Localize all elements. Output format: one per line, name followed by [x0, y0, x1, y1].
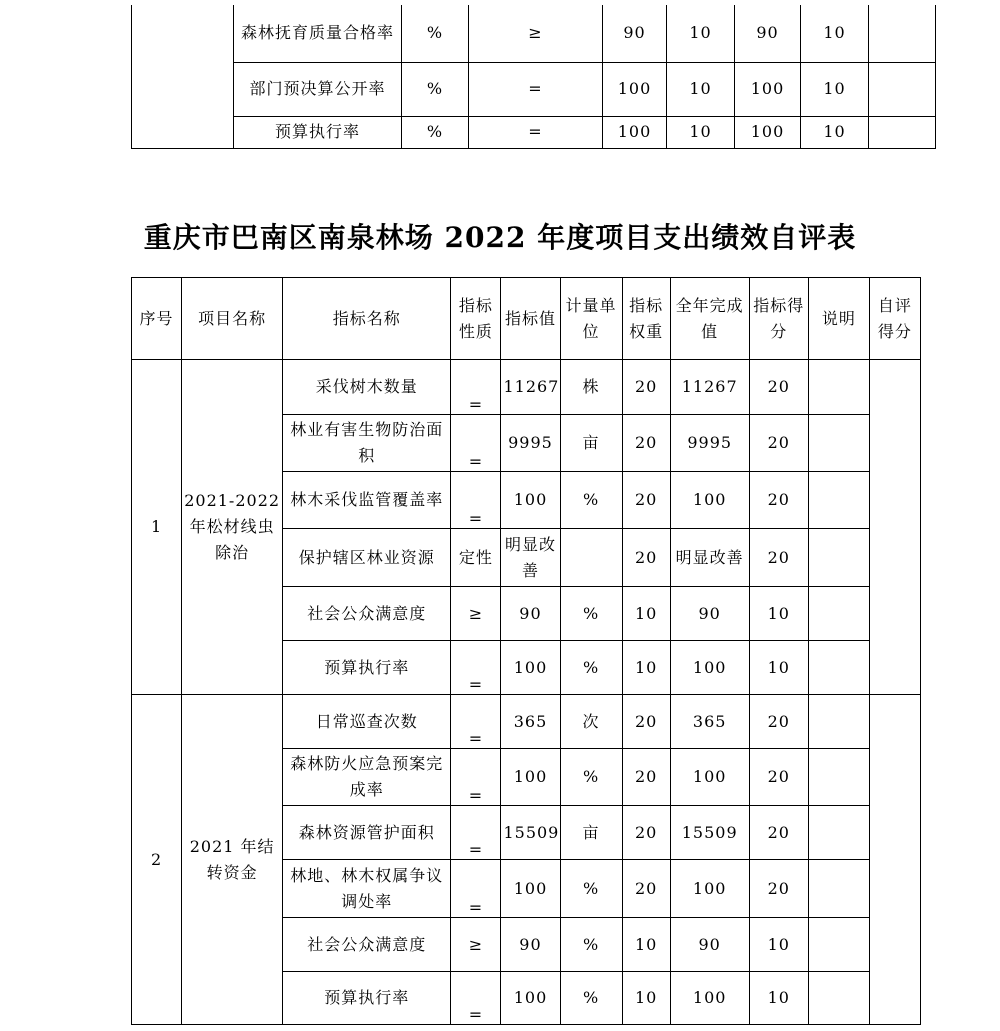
weight-cell: 20 — [622, 529, 670, 587]
unit-cell: % — [560, 472, 622, 529]
actual-cell: 100 — [670, 641, 749, 695]
score-cell: 20 — [749, 415, 808, 472]
value-cell: 100 — [501, 972, 560, 1025]
table-row — [132, 62, 936, 116]
indicator-name: 部门预决算公开率 — [234, 62, 402, 116]
note-cell — [869, 62, 936, 116]
score-cell: 10 — [801, 116, 869, 148]
project-name: 2021 年结转资金 — [182, 695, 283, 1025]
score-cell: 20 — [749, 360, 808, 415]
score-cell: 10 — [749, 918, 808, 972]
header-unit: 计量单位 — [560, 278, 622, 360]
unit-cell: 次 — [560, 695, 622, 749]
value-cell: 100 — [501, 749, 560, 806]
nature-cell: = — [451, 641, 501, 695]
score-cell: 10 — [801, 5, 869, 62]
note-cell — [808, 695, 869, 749]
value-cell: 100 — [501, 641, 560, 695]
note-cell — [808, 472, 869, 529]
unit-cell: % — [402, 5, 469, 62]
score-cell: 20 — [749, 695, 808, 749]
unit-cell: 亩 — [560, 415, 622, 472]
page-title: 重庆市巴南区南泉林场 2022 年度项目支出绩效自评表 — [143, 221, 857, 254]
score-cell: 10 — [749, 972, 808, 1025]
value-cell: 100 — [501, 860, 560, 918]
actual-cell: 9995 — [670, 415, 749, 472]
unit-cell: % — [402, 62, 469, 116]
note-cell — [869, 5, 936, 62]
weight-cell: 20 — [622, 860, 670, 918]
target-cell: 100 — [603, 62, 667, 116]
operator-cell: = — [469, 62, 603, 116]
header-project: 项目名称 — [182, 278, 283, 360]
score-cell: 10 — [801, 62, 869, 116]
note-cell — [808, 529, 869, 587]
weight-cell: 20 — [622, 749, 670, 806]
score-cell: 20 — [749, 806, 808, 860]
table-row — [132, 360, 921, 415]
actual-cell: 100 — [735, 116, 801, 148]
actual-cell: 90 — [670, 918, 749, 972]
header-indicator: 指标名称 — [283, 278, 451, 360]
score-cell: 20 — [749, 749, 808, 806]
header-note: 说明 — [808, 278, 869, 360]
weight-cell: 10 — [667, 5, 735, 62]
weight-cell: 10 — [667, 62, 735, 116]
indicator-name: 预算执行率 — [234, 116, 402, 148]
weight-cell: 10 — [622, 641, 670, 695]
note-cell — [808, 972, 869, 1025]
header-self-score: 自评得分 — [869, 278, 920, 360]
value-cell: 15509 — [501, 806, 560, 860]
unit-cell: % — [560, 972, 622, 1025]
score-cell: 10 — [749, 587, 808, 641]
target-cell: 90 — [603, 5, 667, 62]
unit-cell: 亩 — [560, 806, 622, 860]
table-row — [132, 116, 936, 148]
header-seq: 序号 — [132, 278, 182, 360]
seq-cell: 1 — [132, 360, 182, 695]
value-cell: 90 — [501, 918, 560, 972]
actual-cell: 100 — [735, 62, 801, 116]
indicator-name: 社会公众满意度 — [283, 918, 451, 972]
indicator-name: 森林资源管护面积 — [283, 806, 451, 860]
unit-cell: 株 — [560, 360, 622, 415]
nature-cell: ≥ — [451, 587, 501, 641]
seq-cell: 2 — [132, 695, 182, 1025]
weight-cell: 20 — [622, 415, 670, 472]
note-cell — [808, 749, 869, 806]
indicator-name: 保护辖区林业资源 — [283, 529, 451, 587]
weight-cell: 20 — [622, 695, 670, 749]
self-score-cell — [869, 360, 920, 695]
header-score: 指标得分 — [749, 278, 808, 360]
nature-cell: = — [451, 695, 501, 749]
score-cell: 10 — [749, 641, 808, 695]
operator-cell: = — [469, 116, 603, 148]
score-cell: 20 — [749, 860, 808, 918]
indicator-name: 森林抚育质量合格率 — [234, 5, 402, 62]
note-cell — [808, 641, 869, 695]
note-cell — [808, 415, 869, 472]
header-actual: 全年完成值 — [670, 278, 749, 360]
table-row — [132, 5, 936, 62]
nature-cell: = — [451, 972, 501, 1025]
operator-cell: ≥ — [469, 5, 603, 62]
indicator-name: 社会公众满意度 — [283, 587, 451, 641]
unit-cell: % — [402, 116, 469, 148]
performance-evaluation-table — [131, 277, 921, 1025]
weight-cell: 20 — [622, 360, 670, 415]
merged-cell — [132, 5, 234, 148]
header-nature: 指标性质 — [451, 278, 501, 360]
header-value: 指标值 — [501, 278, 560, 360]
actual-cell: 90 — [670, 587, 749, 641]
nature-cell: ≥ — [451, 918, 501, 972]
self-score-cell — [869, 695, 920, 1025]
note-cell — [869, 116, 936, 148]
actual-cell: 15509 — [670, 806, 749, 860]
value-cell: 11267 — [501, 360, 560, 415]
weight-cell: 20 — [622, 806, 670, 860]
weight-cell: 10 — [667, 116, 735, 148]
actual-cell: 100 — [670, 972, 749, 1025]
nature-cell: = — [451, 472, 501, 529]
nature-cell: = — [451, 860, 501, 918]
indicator-name: 预算执行率 — [283, 641, 451, 695]
header-row — [132, 278, 921, 360]
nature-cell: = — [451, 749, 501, 806]
indicator-name: 林业有害生物防治面积 — [283, 415, 451, 472]
note-cell — [808, 860, 869, 918]
table-row — [132, 695, 921, 749]
weight-cell: 10 — [622, 972, 670, 1025]
weight-cell: 10 — [622, 587, 670, 641]
project-name: 2021-2022 年松材线虫除治 — [182, 360, 283, 695]
weight-cell: 20 — [622, 472, 670, 529]
actual-cell: 90 — [735, 5, 801, 62]
value-cell: 明显改善 — [501, 529, 560, 587]
unit-cell: % — [560, 860, 622, 918]
target-cell: 100 — [603, 116, 667, 148]
continued-indicator-table — [131, 5, 936, 149]
actual-cell: 100 — [670, 472, 749, 529]
value-cell: 100 — [501, 472, 560, 529]
unit-cell: % — [560, 587, 622, 641]
unit-cell — [560, 529, 622, 587]
value-cell: 9995 — [501, 415, 560, 472]
note-cell — [808, 918, 869, 972]
score-cell: 20 — [749, 472, 808, 529]
note-cell — [808, 360, 869, 415]
unit-cell: % — [560, 641, 622, 695]
nature-cell: = — [451, 415, 501, 472]
indicator-name: 采伐树木数量 — [283, 360, 451, 415]
indicator-name: 林地、林木权属争议调处率 — [283, 860, 451, 918]
value-cell: 365 — [501, 695, 560, 749]
unit-cell: % — [560, 918, 622, 972]
unit-cell: % — [560, 749, 622, 806]
weight-cell: 10 — [622, 918, 670, 972]
actual-cell: 365 — [670, 695, 749, 749]
actual-cell: 明显改善 — [670, 529, 749, 587]
actual-cell: 100 — [670, 749, 749, 806]
nature-cell: = — [451, 806, 501, 860]
indicator-name: 预算执行率 — [283, 972, 451, 1025]
actual-cell: 11267 — [670, 360, 749, 415]
value-cell: 90 — [501, 587, 560, 641]
nature-cell: = — [451, 360, 501, 415]
indicator-name: 森林防火应急预案完成率 — [283, 749, 451, 806]
nature-cell: 定性 — [451, 529, 501, 587]
indicator-name: 日常巡查次数 — [283, 695, 451, 749]
note-cell — [808, 806, 869, 860]
indicator-name: 林木采伐监管覆盖率 — [283, 472, 451, 529]
header-weight: 指标权重 — [622, 278, 670, 360]
score-cell: 20 — [749, 529, 808, 587]
note-cell — [808, 587, 869, 641]
actual-cell: 100 — [670, 860, 749, 918]
